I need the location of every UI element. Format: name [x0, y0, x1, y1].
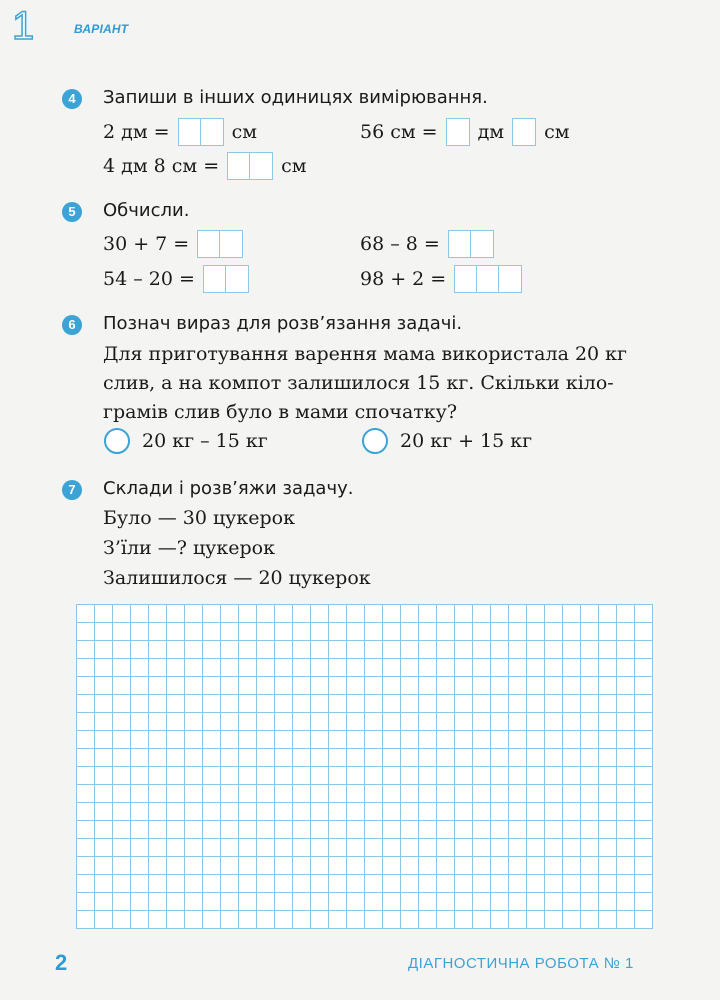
- task-4-unit-b2: см: [544, 121, 570, 143]
- variant-number: 1: [12, 4, 35, 48]
- task-6-title: Познач вираз для розв’язання задачі.: [103, 313, 463, 334]
- answer-box[interactable]: [178, 118, 224, 146]
- task-7-line-2: З’їли —? цукерок: [103, 537, 275, 559]
- task-5-expr-4: [360, 265, 522, 293]
- answer-box[interactable]: [197, 230, 243, 258]
- expression-text: 98 + 2 =: [360, 268, 447, 290]
- option-1-label: 20 кг – 15 кг: [142, 430, 268, 452]
- task-4-line2: [103, 152, 307, 180]
- expression-text: 54 – 20 =: [103, 268, 195, 290]
- task-4-expr-a: 2 дм =: [103, 121, 170, 143]
- answer-box[interactable]: [203, 265, 249, 293]
- option-2-radio[interactable]: [362, 428, 388, 454]
- option-1-radio[interactable]: [104, 428, 130, 454]
- task-5-number-badge: 5: [62, 202, 82, 222]
- task-5-expr-2: [360, 230, 494, 258]
- task-7-line-1: Було — 30 цукерок: [103, 507, 295, 529]
- expression-text: 68 – 8 =: [360, 233, 440, 255]
- task-5-title: Обчисли.: [103, 200, 190, 221]
- answer-grid[interactable]: [76, 604, 653, 929]
- answer-box[interactable]: [454, 265, 522, 293]
- expression-text: 30 + 7 =: [103, 233, 190, 255]
- task-4-unit-a: см: [231, 121, 257, 143]
- task-4-line1-right: [360, 118, 570, 146]
- variant-label: ВАРІАНТ: [74, 22, 129, 36]
- task-6-option-2[interactable]: [362, 428, 532, 454]
- task-4-expr-c: 4 дм 8 см =: [103, 155, 220, 177]
- task-7-number-badge: 7: [62, 480, 82, 500]
- answer-box[interactable]: [448, 230, 494, 258]
- task-4-expr-b: 56 см =: [360, 121, 438, 143]
- task-7-title: Склади і розв’яжи задачу.: [103, 478, 354, 499]
- task-4-line1-left: [103, 118, 257, 146]
- option-2-label: 20 кг + 15 кг: [400, 430, 533, 452]
- task-7-line-3: Залишилося — 20 цукерок: [103, 567, 371, 589]
- footer-title: ДІАГНОСТИЧНА РОБОТА № 1: [408, 955, 634, 972]
- answer-box[interactable]: [227, 152, 273, 180]
- task-4-unit-b1: дм: [477, 121, 505, 143]
- task-4-unit-c: см: [281, 155, 307, 177]
- task-5-expr-1: [103, 230, 243, 258]
- page-number: 2: [55, 950, 68, 975]
- task-6-text-line-1: Для приготування варення мама використала 20 кг: [103, 343, 627, 365]
- task-5-expr-3: [103, 265, 249, 293]
- task-6-number-badge: 6: [62, 315, 82, 335]
- task-4-number-badge: 4: [62, 89, 82, 109]
- task-4-title: Запиши в інших одиницях вимірювання.: [103, 87, 488, 108]
- task-6-option-1[interactable]: [104, 428, 268, 454]
- task-6-text-line-2: слив, а на компот залишилося 15 кг. Скільки кіло-: [103, 372, 614, 394]
- task-6-text-line-3: грамів слив було в мами спочатку?: [103, 401, 458, 423]
- answer-box[interactable]: [512, 118, 536, 146]
- answer-box[interactable]: [446, 118, 470, 146]
